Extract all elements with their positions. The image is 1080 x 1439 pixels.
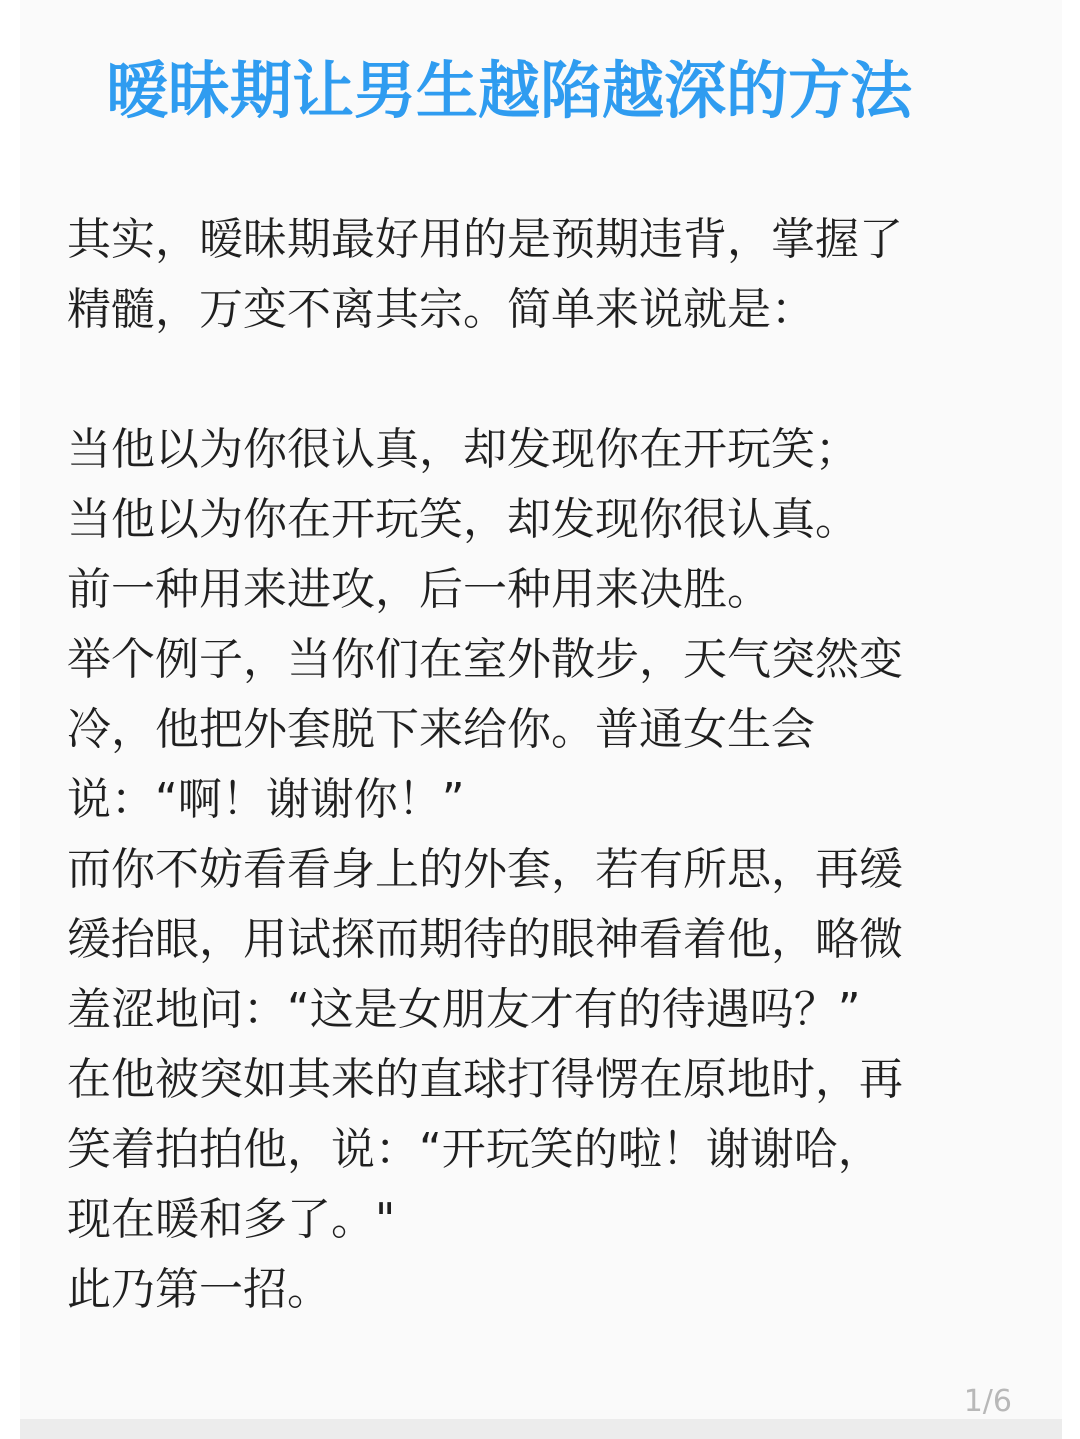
article-title: 暧昧期让男生越陷越深的方法 bbox=[106, 54, 913, 127]
text-line: 说：“啊！谢谢你！” bbox=[67, 774, 465, 825]
text-line: 当他以为你很认真，却发现你在开玩笑； bbox=[67, 424, 859, 475]
page-indicator: 1/6 bbox=[963, 1384, 1012, 1419]
text-line: 笑着拍拍他，说：“开玩笑的啦！谢谢哈， bbox=[67, 1124, 882, 1175]
text-line: 精髓，万变不离其宗。简单来说就是： bbox=[67, 284, 815, 335]
text-line: 冷，他把外套脱下来给你。普通女生会 bbox=[67, 704, 815, 755]
text-line: 现在暖和多了。" bbox=[67, 1194, 396, 1245]
text-line: 前一种用来进攻，后一种用来决胜。 bbox=[67, 564, 771, 615]
text-line: 此乃第一招。 bbox=[67, 1264, 331, 1315]
text-line: 而你不妨看看身上的外套，若有所思，再缓 bbox=[67, 844, 903, 895]
text-line: 羞涩地问：“这是女朋友才有的待遇吗？” bbox=[67, 984, 861, 1035]
intro-paragraph bbox=[67, 205, 1027, 345]
text-line: 在他被突如其来的直球打得愣在原地时，再 bbox=[67, 1054, 903, 1105]
text-line: 举个例子，当你们在室外散步，天气突然变 bbox=[67, 634, 903, 685]
text-line: 其实，暧昧期最好用的是预期违背，掌握了 bbox=[67, 214, 903, 265]
text-line: 缓抬眼，用试探而期待的眼神看着他，略微 bbox=[67, 914, 903, 965]
page-bottom-edge bbox=[20, 1419, 1062, 1439]
text-line: 当他以为你在开玩笑，却发现你很认真。 bbox=[67, 494, 859, 545]
main-paragraph bbox=[67, 415, 1027, 1325]
